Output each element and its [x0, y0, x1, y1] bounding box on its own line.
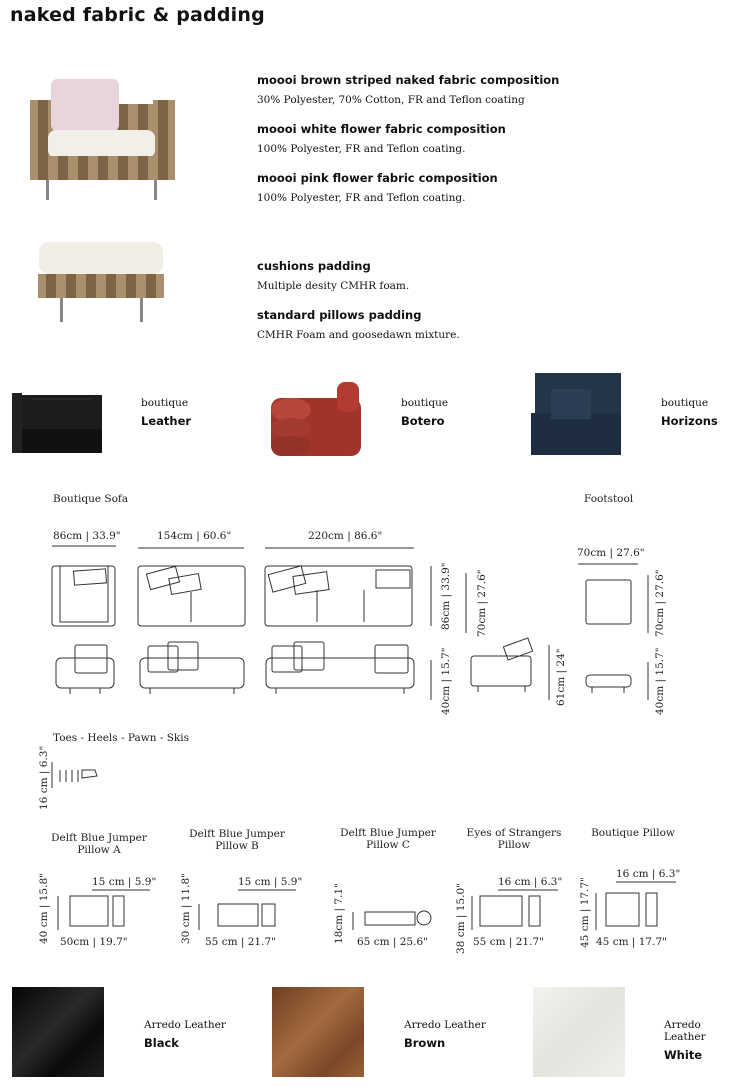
feet-title: Toes - Heels - Pawn - Skis: [53, 732, 190, 744]
pillow-name-line1: Delft Blue Jumper: [340, 827, 436, 839]
back-height-label: 61cm | 24": [555, 648, 567, 706]
padding-heading: standard pillows padding: [257, 308, 422, 322]
pillow-a-depth: 15 cm | 5.9": [92, 876, 157, 888]
padding-heading: cushions padding: [257, 259, 371, 273]
leather-color: Brown: [404, 1036, 446, 1050]
pillow-a-name: [44, 832, 154, 856]
pillow-boutique-name: [578, 827, 688, 839]
pillow-eyes-name: [459, 827, 569, 851]
leather-color: Black: [144, 1036, 179, 1050]
pillow-a-width: 50cm | 19.7": [60, 936, 128, 948]
composition-detail: 30% Polyester, 70% Cotton, FR and Teflon coating: [257, 94, 525, 106]
variant-model: Botero: [401, 414, 445, 428]
footstool-height-label: 40cm | 15.7": [654, 647, 666, 715]
leather-name: Arredo Leather: [404, 1019, 486, 1031]
pillow-name-line2: Pillow A: [77, 844, 121, 856]
pillow-c-width: 65 cm | 25.6": [357, 936, 428, 948]
pillow-name-line1: Delft Blue Jumper: [51, 832, 147, 844]
leather-swatch-brown: [272, 987, 364, 1077]
pillow-eyes-depth: 16 cm | 6.3": [498, 876, 563, 888]
padding-detail: Multiple desity CMHR foam.: [257, 280, 410, 292]
pillow-b-height: 30 cm | 11.8": [180, 873, 192, 944]
variant-model: Leather: [141, 414, 192, 428]
pillow-name-line2: Pillow: [497, 839, 531, 851]
pillow-eyes-height: 38 cm | 15.0": [455, 883, 467, 954]
pillow-name-line1: Boutique Pillow: [591, 827, 675, 839]
leather-brown: [404, 1019, 486, 1050]
variant-model: Horizons: [661, 414, 718, 428]
pillow-eyes-width: 55 cm | 21.7": [473, 936, 544, 948]
leather-name: Arredo Leather: [144, 1019, 226, 1031]
composition-heading: moooi pink flower fabric composition: [257, 171, 498, 185]
leather-color: White: [664, 1048, 703, 1062]
leather-name: Arredo Leather: [664, 1019, 706, 1043]
pillow-boutique-height: 45 cm | 17.7": [579, 877, 591, 948]
pillow-c-height: 18cm | 7.1": [333, 883, 345, 944]
footstool-depth-label: 70cm | 27.6": [654, 569, 666, 637]
leather-black: [144, 1019, 226, 1050]
pillow-b-name: [182, 828, 292, 852]
page-title: naked fabric & padding: [10, 4, 265, 26]
composition-heading: moooi white flower fabric composition: [257, 122, 506, 136]
pillow-c-name: [333, 827, 443, 851]
side-depth-label: 70cm | 27.6": [476, 569, 488, 637]
leather-white: [664, 1019, 743, 1062]
width-label-154: 154cm | 60.6": [157, 530, 232, 542]
variant-name: boutique: [141, 397, 189, 409]
leather-swatch-black: [12, 987, 104, 1077]
pillow-boutique-depth: 16 cm | 6.3": [616, 868, 681, 880]
composition-detail: 100% Polyester, FR and Teflon coating.: [257, 192, 466, 204]
pillow-b-width: 55 cm | 21.7": [205, 936, 276, 948]
leather-swatch-white: [533, 987, 625, 1077]
width-label-220: 220cm | 86.6": [308, 530, 383, 542]
pillow-b-depth: 15 cm | 5.9": [238, 876, 303, 888]
feet-height-label: 16 cm | 6.3": [38, 745, 50, 810]
sofa-dimensions-title: Boutique Sofa: [53, 493, 129, 505]
pillow-name-line1: Delft Blue Jumper: [189, 828, 285, 840]
seat-height-label: 40cm | 15.7": [440, 647, 452, 715]
padding-detail: CMHR Foam and goosedawn mixture.: [257, 329, 460, 341]
footstool-dimensions-title: Footstool: [584, 493, 634, 505]
width-label-86: 86cm | 33.9": [53, 530, 121, 542]
pillow-boutique-width: 45 cm | 17.7": [596, 936, 667, 948]
pillow-name-line1: Eyes of Strangers: [466, 827, 562, 839]
depth-label: 86cm | 33.9": [440, 562, 452, 630]
pillow-a-height: 40 cm | 15.8": [38, 873, 50, 944]
composition-detail: 100% Polyester, FR and Teflon coating.: [257, 143, 466, 155]
pillow-name-line2: Pillow C: [366, 839, 410, 851]
variant-name: boutique: [401, 397, 449, 409]
variant-name: boutique: [661, 397, 709, 409]
pillow-name-line2: Pillow B: [215, 840, 259, 852]
footstool-width-label: 70cm | 27.6": [577, 547, 645, 559]
composition-heading: moooi brown striped naked fabric composition: [257, 73, 560, 87]
